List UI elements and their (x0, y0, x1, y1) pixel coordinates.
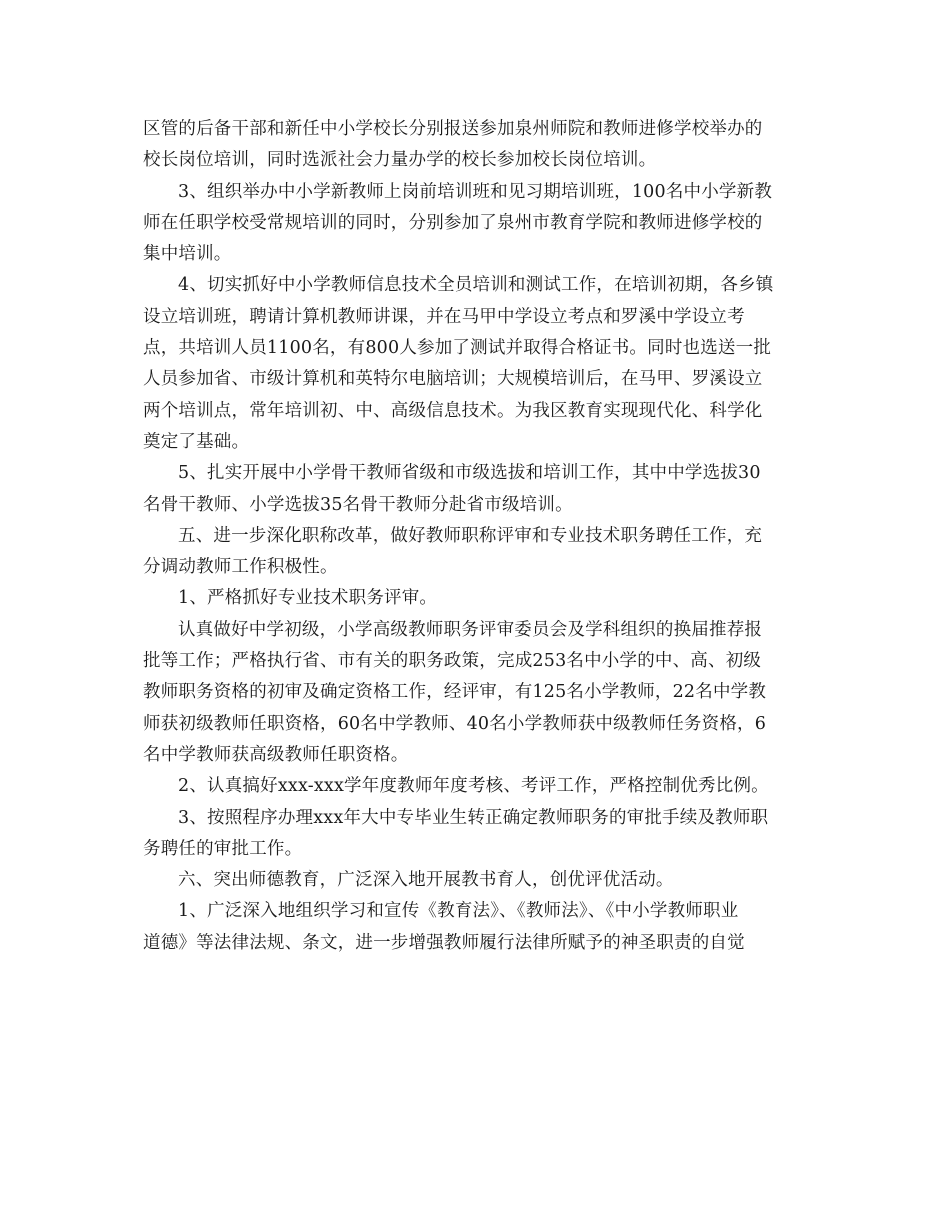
text-line: 分调动教师工作积极性。 (143, 557, 338, 578)
text-line: 校长岗位培训，同时选派社会力量办学的校长参加校长岗位培训。 (143, 150, 657, 171)
text-line: 5、扎实开展中小学骨干教师省级和市级选拔和培训工作，其中中学选拔30 (178, 463, 761, 484)
text-line: 认真做好中学初级，小学高级教师职务评审委员会及学科组织的换届推荐报 (178, 619, 763, 640)
text-line: 2、认真搞好xxx-xxx学年度教师年度考核、考评工作，严格控制优秀比例。 (178, 776, 769, 797)
text-line: 1、严格抓好专业技术职务评审。 (178, 588, 438, 609)
text-line: 3、按照程序办理xxx年大中专毕业生转正确定教师职务的审批手续及教师职 (178, 807, 769, 828)
document-body (143, 114, 813, 959)
section-heading: 六、突出师德教育，广泛深入地开展教书育人，创优评优活动。 (178, 870, 674, 891)
text-line: 4、切实抓好中小学教师信息技术全员培训和测试工作，在培训初期，各乡镇 (178, 275, 774, 296)
text-line: 设立培训班，聘请计算机教师讲课，并在马甲中学设立考点和罗溪中学设立考 (143, 306, 745, 327)
text-line: 1、广泛深入地组织学习和宣传《教育法》、《教师法》、《中小学教师职业 (178, 901, 739, 922)
text-line: 两个培训点，常年培训初、中、高级信息技术。为我区教育实现现代化、科学化 (143, 400, 763, 421)
text-line: 师在任职学校受常规培训的同时，分别参加了泉州市教育学院和教师进修学校的 (143, 212, 763, 233)
text-line: 集中培训。 (143, 244, 232, 265)
text-line: 教师职务资格的初审及确定资格工作，经评审，有125名小学教师，22名中学教 (143, 682, 767, 703)
text-line: 奠定了基础。 (143, 431, 250, 452)
text-line: 批等工作；严格执行省、市有关的职务政策，完成253名中小学的中、高、初级 (143, 651, 762, 672)
text-line: 名骨干教师、小学选拔35名骨干教师分赴省市级培训。 (143, 494, 573, 515)
text-line: 道德》等法律法规、条文，进一步增强教师履行法律所赋予的神圣职责的自觉 (143, 932, 745, 953)
text-line: 务聘任的审批工作。 (143, 838, 303, 859)
text-line: 师获初级教师任职资格，60名中学教师、40名小学教师获中级教师任务资格，6 (143, 713, 767, 734)
text-line: 人员参加省、市级计算机和英特尔电脑培训；大规模培训后，在马甲、罗溪设立 (143, 369, 763, 390)
text-line: 3、组织举办中小学新教师上岗前培训班和见习期培训班，100名中小学新教 (178, 181, 773, 202)
text-line: 区管的后备干部和新任中小学校长分别报送参加泉州师院和教师进修学校举办的 (143, 119, 763, 139)
section-heading: 五、进一步深化职称改革，做好教师职称评审和专业技术职务聘任工作，充 (178, 525, 763, 546)
text-line: 点，共培训人员1100名，有800人参加了测试并取得合格证书。同时也选送一批 (143, 338, 772, 359)
text-line: 名中学教师获高级教师任职资格。 (143, 744, 409, 765)
